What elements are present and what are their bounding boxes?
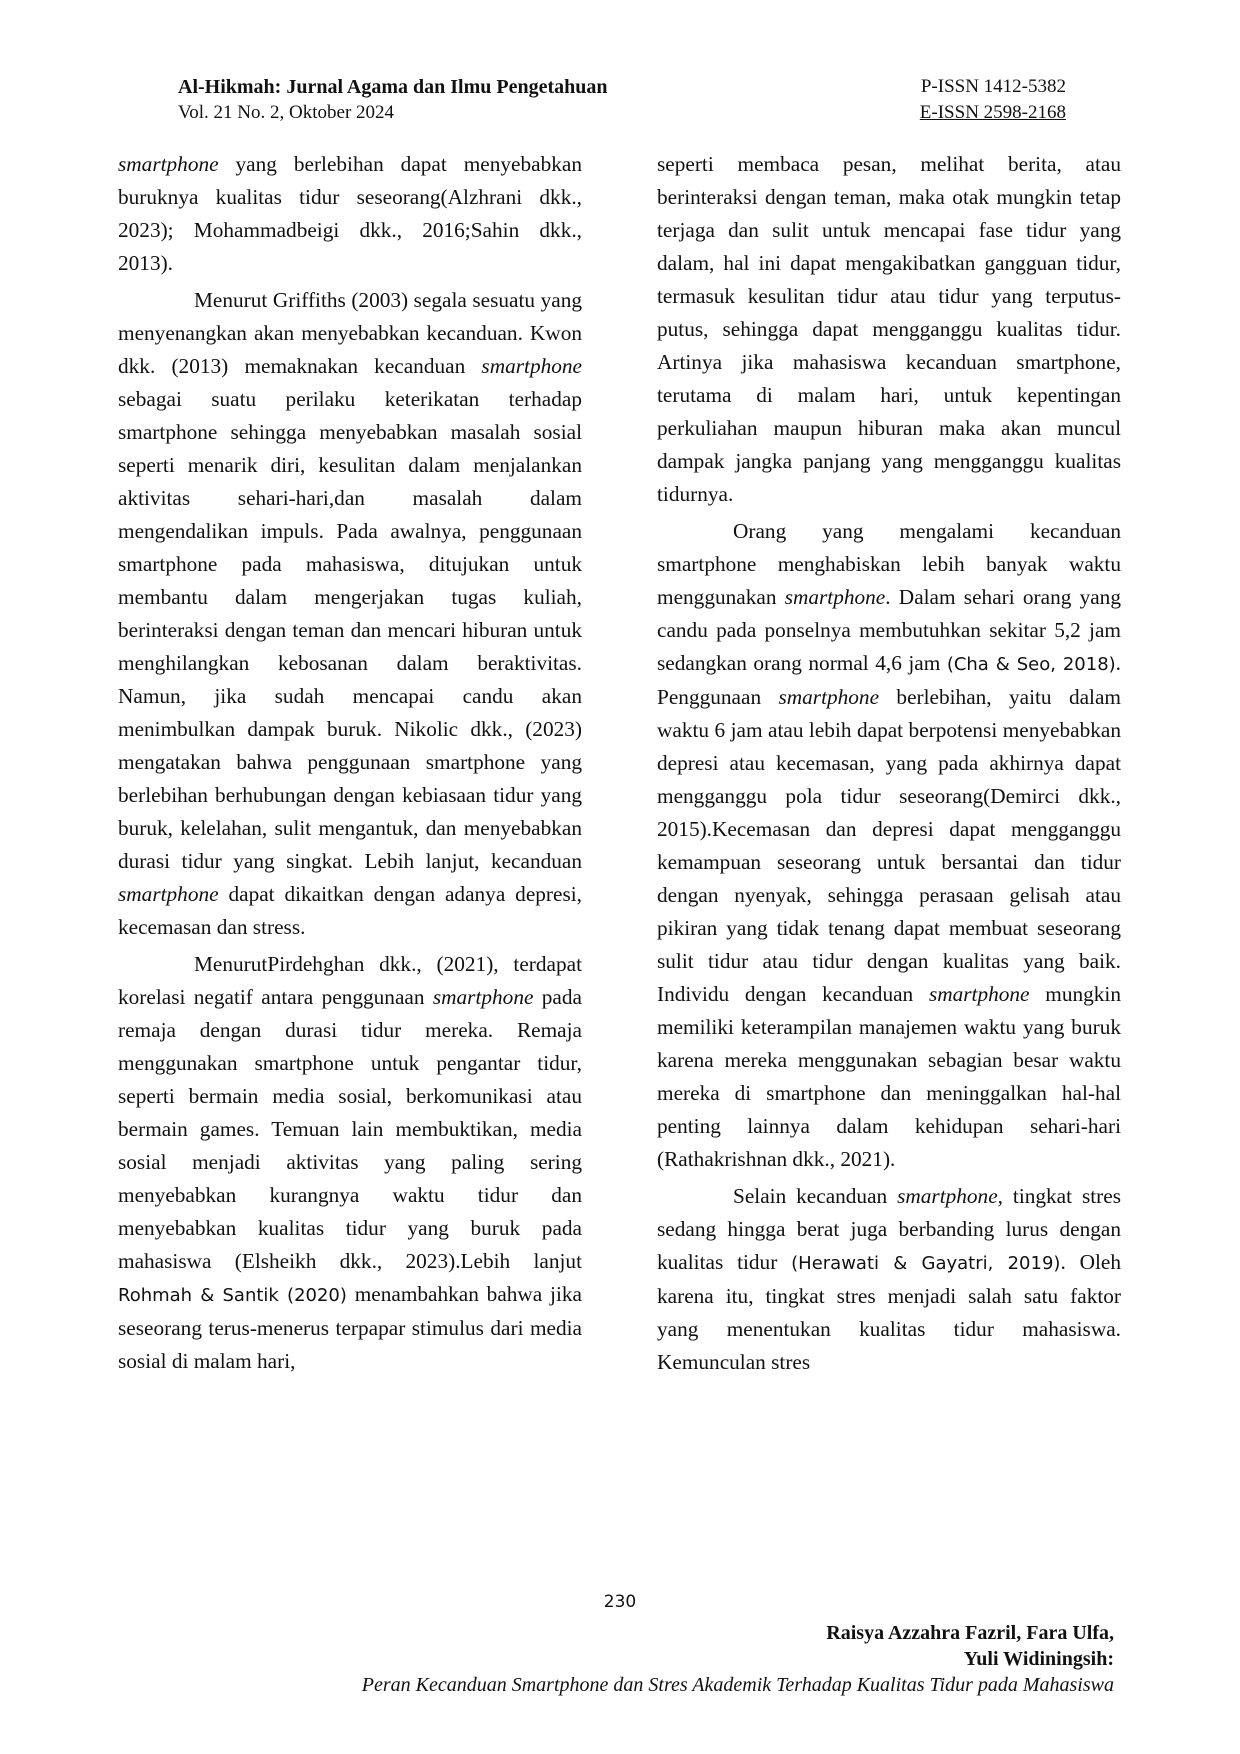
paragraph — [118, 948, 582, 1378]
paragraph-text: sebagai suatu perilaku keterikatan terhadap smartphone sehingga menyebabkan masalah sosial seperti menarik diri, kesulitan dalam menjalankan aktivitas sehari-hari,dan masalah dalam mengendalikan impuls. Pada awalnya, penggunaan smartphone pada mahasiswa, ditujukan untuk membantu dalam mengerjakan tugas kuliah, berinteraksi dengan teman dan mencari hiburan untuk menghilangkan kebosanan dalam beraktivitas. Namun, jika sudah mencapai candu akan menimbulkan dampak buruk. Nikolic dkk., (2023) mengatakan bahwa penggunaan smartphone yang berlebihan berhubungan dengan kebiasaan tidur yang buruk, kelelahan, sulit mengantuk, dan menyebabkan durasi tidur yang singkat. Lebih lanjut, kecanduan — [118, 387, 582, 873]
authors-line: Yuli Widiningsih: — [963, 1648, 1114, 1670]
paragraph-text: berlebihan, yaitu dalam waktu 6 jam atau lebih dapat berpotensi menyebabkan depresi atau kecemasan, yang pada akhirnya dapat mengganggu pola tidur seseorang(Demirci dkk., 2015).Kecemasan dan depresi dapat mengganggu kemampuan seseorang untuk bersantai dan tidur dengan nyenyak, sehingga perasaan gelisah atau pikiran yang tidak tenang dapat membuat seseorang sulit tidur atau tidur dengan kualitas yang baik. Individu dengan kecanduan — [657, 685, 1121, 1006]
paragraph-text: , tingkat stres sedang hingga berat juga berbanding lurus dengan kualitas tidur — [657, 1184, 1121, 1274]
electronic-issn: E-ISSN 2598-2168 — [919, 102, 1066, 123]
italic-term: smartphone — [897, 1184, 998, 1208]
paragraph-text: . Oleh karena itu, tingkat stres menjadi salah satu faktor yang menentukan kualitas tidur mahasiswa. Kemunculan stres — [657, 1250, 1121, 1374]
paragraph-text: MenurutPirdehghan dkk., (2021), terdapat korelasi negatif antara penggunaan — [118, 952, 582, 1009]
paragraph — [118, 148, 582, 280]
italic-term: smartphone — [481, 354, 582, 378]
italic-term: smartphone — [778, 685, 880, 709]
volume-info: Vol. 21 No. 2, Oktober 2024 — [178, 102, 395, 123]
page-number: 230 — [603, 1592, 637, 1612]
italic-term: smartphone — [928, 982, 1030, 1006]
paragraph-text: dapat dikaitkan dengan adanya depresi, kecemasan dan stress. — [118, 882, 582, 939]
running-header — [178, 74, 1066, 130]
paragraph-text: Orang yang mengalami kecanduan smartphone menghabiskan lebih banyak waktu menggunakan — [657, 519, 1121, 609]
left-column — [118, 148, 582, 1382]
paragraph-text: Selain kecanduan — [733, 1184, 898, 1208]
italic-term: smartphone — [432, 985, 534, 1009]
paragraph-text: yang berlebihan dapat menyebabkan buruknya kualitas tidur seseorang(Alzhrani dkk., 2023); Mohammadbeigi dkk., 2016;Sahin dkk., 2013). — [118, 152, 582, 275]
paragraph-text: menambahkan bahwa jika seseorang terus-menerus terpapar stimulus dari media sosial di malam hari, — [118, 1282, 582, 1373]
citation: (Herawati & Gayatri, 2019) — [791, 1253, 1061, 1274]
italic-term: smartphone — [118, 882, 219, 906]
paragraph-text: mungkin memiliki keterampilan manajemen waktu yang buruk karena mereka menggunakan sebagian besar waktu mereka di smartphone dan meninggalkan hal-hal penting lainnya dalam kehidupan sehari-hari (Rathakrishnan dkk., 2021). — [657, 982, 1121, 1171]
paragraph — [118, 284, 582, 944]
citation: Rohmah & Santik (2020) — [118, 1285, 347, 1306]
italic-term: smartphone — [118, 152, 219, 176]
right-column — [657, 148, 1121, 1383]
paragraph — [657, 1180, 1121, 1379]
italic-term: smartphone — [784, 585, 886, 609]
citation: (Cha & Seo, 2018) — [946, 654, 1116, 675]
authors-line: Raisya Azzahra Fazril, Fara Ulfa, — [826, 1622, 1114, 1644]
paragraph-text: pada remaja dengan durasi tidur mereka. Remaja menggunakan smartphone untuk pengantar tidur, seperti bermain media sosial, berkomunikasi atau bermain games. Temuan lain membuktikan, media sosial menjadi aktivitas yang paling sering menyebabkan kurangnya waktu tidur dan menyebabkan kualitas tidur yang buruk pada mahasiswa (Elsheikh dkk., 2023).Lebih lanjut — [118, 985, 582, 1273]
paragraph — [657, 148, 1121, 511]
paragraph-text: seperti membaca pesan, melihat berita, atau berinteraksi dengan teman, maka otak mungkin tetap terjaga dan sulit untuk mencapai fase tidur yang dalam, hal ini dapat mengakibatkan gangguan tidur, termasuk kesulitan tidur atau tidur yang terputus-putus, sehingga dapat mengganggu kualitas tidur. Artinya jika mahasiswa kecanduan smartphone, terutama di malam hari, untuk kepentingan perkuliahan maupun hiburan maka akan muncul dampak jangka panjang yang mengganggu kualitas tidurnya. — [657, 152, 1121, 506]
paragraph-text: . Dalam sehari orang yang candu pada ponselnya membutuhkan sekitar 5,2 jam sedangkan orang normal 4,6 jam — [657, 585, 1121, 675]
paragraph-text: Menurut Griffiths (2003) segala sesuatu yang menyenangkan akan menyebabkan kecanduan. Kwon dkk. (2013) memaknakan kecanduan — [118, 288, 582, 378]
paragraph-text: . Penggunaan — [657, 651, 1121, 709]
print-issn: P-ISSN 1412-5382 — [920, 76, 1066, 97]
paragraph — [657, 515, 1121, 1176]
article-title: Peran Kecanduan Smartphone dan Stres Akademik Terhadap Kualitas Tidur pada Mahasiswa — [361, 1674, 1114, 1696]
running-footer — [114, 1620, 1114, 1698]
journal-title: Al-Hikmah: Jurnal Agama dan Ilmu Pengetahuan — [178, 76, 608, 98]
